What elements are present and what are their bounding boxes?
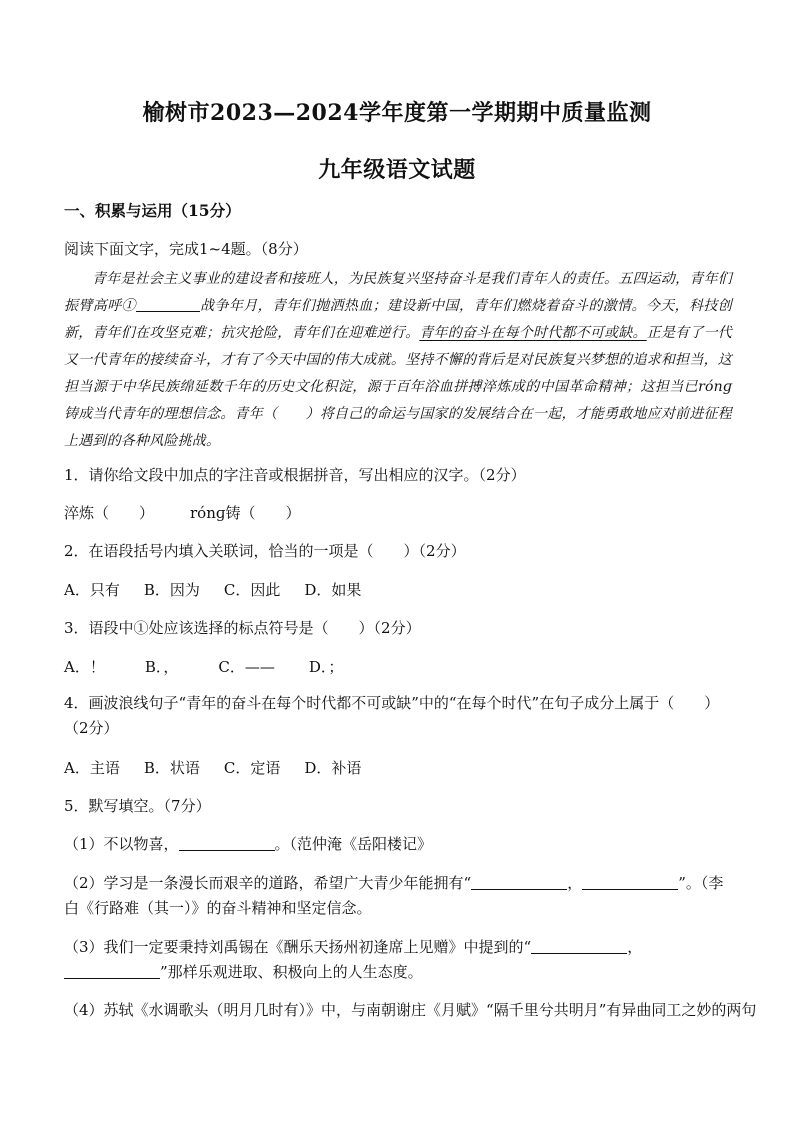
- question-2: 2．在语段括号内填入关联词，恰当的一项是（ ）（2分）: [64, 542, 466, 560]
- passage-part1: 青年是社会主义事业的建设者和接班人，为民族复兴坚持奋斗是我们青年人的责任。五四运动，青年们振臂高呼①: [64, 271, 732, 314]
- q5-item-3: [64, 935, 734, 985]
- question-1: 1．请你给文段中加点的字注音或根据拼音，写出相应的汉字。（2分）: [64, 466, 526, 484]
- q5-2-prefix: （2）学习是一条漫长而艰辛的道路，希望广大青少年能拥有“: [64, 874, 472, 892]
- q3-option-a: A．！: [64, 658, 105, 676]
- passage-part3: 正是有了一代又一代青年的接续奋斗，才有了今天中国的伟大成就。坚持不懈的背后是对民族复兴梦想的追求和担当，这担当源于中华民族绵延数千年的历史文化积淀，源于百年浴血拼搏淬炼成的中国革命精神；这担当已rónɡ铸成当代青年的理想信念。青年（ ）将自己的命运与国家的发展结合在一起，才能勇敢地应对前进征程上遇到的各种风险挑战。: [64, 325, 732, 449]
- passage-wavy-sentence: 青年的奋斗在每个时代都不可或缺。: [419, 325, 647, 341]
- q3-option-d: D．；: [308, 658, 344, 676]
- q3-option-c: C．——: [218, 658, 275, 676]
- question-2-options: [64, 580, 734, 600]
- q5-3-blank-a: [531, 937, 627, 954]
- q1-answer-a: 淬炼（ ）: [64, 504, 155, 522]
- section-intro: 阅读下面文字，完成1~4题。（8分）: [64, 240, 308, 258]
- question-4-options: [64, 758, 734, 778]
- q4-option-a: A．主语: [64, 759, 120, 777]
- q4-option-b: B．状语: [143, 759, 200, 777]
- q5-2-blank-b: [582, 873, 678, 890]
- q5-1-prefix: （1）不以物喜，: [64, 835, 179, 853]
- q5-item-4: （4）苏轼《水调歌头（明月几时有）》中，与南朝谢庄《月赋》“隔千里兮共明月”有异曲同工之妙的两句: [64, 1001, 757, 1019]
- q2-option-d: D．如果: [304, 581, 362, 599]
- q3-option-b: B．，: [144, 658, 179, 676]
- q5-3-blank-b: [64, 962, 160, 979]
- q5-1-blank: [179, 834, 275, 851]
- question-4: 4．画波浪线句子“青年的奋斗在每个时代都不可或缺”中的“在每个时代”在句子成分上属于（ ）（2分）: [64, 694, 720, 737]
- exam-title: 榆树市2023—2024学年度第一学期期中质量监测: [142, 100, 652, 126]
- q5-2-blank-a: [471, 873, 567, 890]
- reading-passage: [64, 266, 732, 455]
- exam-subtitle: 九年级语文试题: [318, 157, 476, 183]
- q2-option-a: A．只有: [64, 581, 120, 599]
- question-3-options: [64, 657, 734, 677]
- question-3: 3．语段中①处应该选择的标点符号是（ ）（2分）: [64, 619, 421, 637]
- passage-part2: 战争年月，青年们抛洒热血；建设新中国，青年们燃烧着奋斗的激情。今天，科技创新，青年们在攻坚克难；抗灾抢险，青年们在迎难逆行。: [64, 298, 732, 341]
- q5-2-suffix: ”。（李白《行路难（其一）》的奋斗精神和坚定信念。: [64, 874, 724, 917]
- q5-item-2: [64, 871, 734, 921]
- q5-2-comma: ，: [567, 874, 583, 892]
- question-5: 5．默写填空。（7分）: [64, 797, 211, 815]
- q5-3-prefix: （3）我们一定要秉持刘禹锡在《酬乐天扬州初逢席上见赠》中提到的“: [64, 938, 532, 956]
- q5-3-suffix: ”那样乐观进取、积极向上的人生态度。: [160, 963, 423, 981]
- q4-option-d: D．补语: [304, 759, 362, 777]
- q4-option-c: C．定语: [223, 759, 281, 777]
- question-1-answers: [64, 503, 734, 523]
- passage-blank-1: [136, 295, 200, 312]
- q5-1-suffix: 。（范仲淹《岳阳楼记》: [274, 835, 433, 853]
- q2-option-b: B．因为: [143, 581, 200, 599]
- q5-item-1: [64, 834, 734, 854]
- section-heading: 一、积累与运用（15分）: [64, 201, 241, 220]
- q2-option-c: C．因此: [223, 581, 281, 599]
- q1-answer-b: rónɡ铸（ ）: [190, 504, 301, 522]
- q5-3-comma: ，: [627, 938, 643, 956]
